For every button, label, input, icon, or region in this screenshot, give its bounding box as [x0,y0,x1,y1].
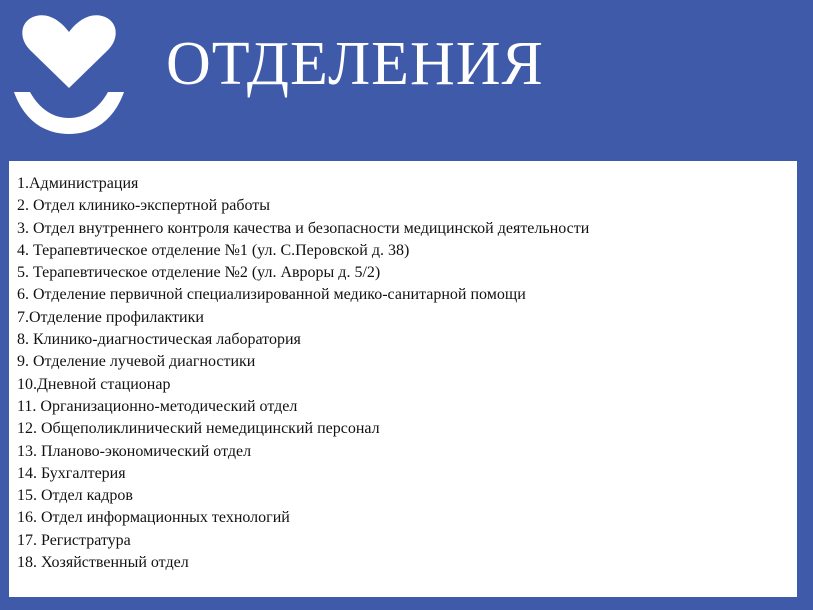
list-item: 18. Хозяйственный отдел [17,554,189,572]
header-band [0,0,813,160]
heart-smile-logo-icon [10,10,128,136]
list-item: 2. Отдел клинико-экспертной работы [17,197,270,215]
list-item: 4. Терапевтическое отделение №1 (ул. С.Перовской д. 38) [17,241,410,259]
list-item: 8. Клинико-диагностическая лаборатория [17,331,301,349]
list-item: 7.Отделение профилактики [17,308,204,326]
list-item: 14. Бухгалтерия [17,464,126,482]
department-list [17,173,589,574]
list-item: 15. Отдел кадров [17,487,133,505]
bottom-strip [0,597,813,610]
list-item: 16. Отдел информационных технологий [17,509,290,527]
department-list-panel [9,161,797,597]
list-item: 9. Отделение лучевой диагностики [17,353,256,371]
list-item: 12. Общеполиклинический немедицинский персонал [17,420,380,438]
page-title: ОТДЕЛЕНИЯ [166,30,544,98]
list-item: 11. Организационно-методический отдел [17,397,298,415]
list-item: 3. Отдел внутреннего контроля качества и безопасности медицинской деятельности [17,219,590,237]
list-item: 17. Регистратура [17,531,131,549]
list-item: 13. Планово-экономический отдел [17,442,252,460]
list-item: 5. Терапевтическое отделение №2 (ул. Авроры д. 5/2) [17,264,381,282]
list-item: 1.Администрация [17,175,139,192]
list-item: 10.Дневной стационар [17,375,171,393]
list-item: 6. Отделение первичной специализированной медико-санитарной помощи [17,286,526,304]
